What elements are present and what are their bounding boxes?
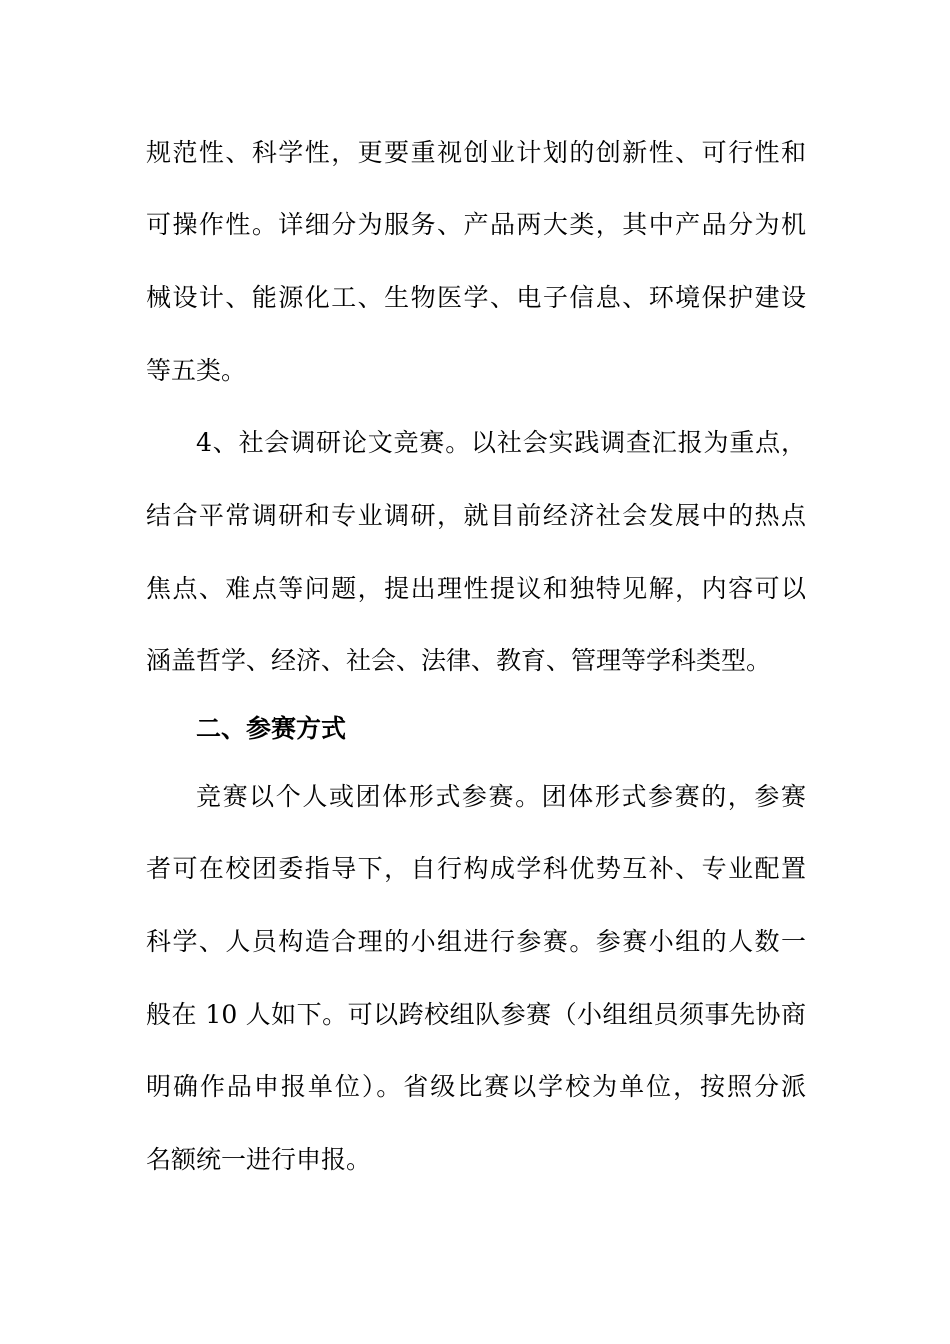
paragraph-2-line-1: 4、社会调研论文竞赛。以社会实践调查汇报为重点， bbox=[196, 428, 806, 457]
paragraph-3-line-3: 科学、人员构造合理的小组进行参赛。参赛小组的人数一 bbox=[146, 927, 806, 956]
paragraph-2-line-2: 结合平常调研和专业调研，就目前经济社会发展中的热点 bbox=[146, 501, 806, 530]
paragraph-3-line-1: 竞赛以个人或团体形式参赛。团体形式参赛的，参赛 bbox=[196, 782, 806, 811]
paragraph-1-line-1: 规范性、科学性，更要重视创业计划的创新性、可行性和 bbox=[146, 138, 806, 167]
paragraph-2-line-4: 涵盖哲学、经济、社会、法律、教育、管理等学科类型。 bbox=[146, 646, 772, 675]
paragraph-3-line-2: 者可在校团委指导下，自行构成学科优势互补、专业配置 bbox=[146, 854, 806, 883]
paragraph-1-line-2: 可操作性。详细分为服务、产品两大类，其中产品分为机 bbox=[146, 210, 806, 239]
paragraph-3-line-6: 名额统一进行申报。 bbox=[146, 1145, 372, 1174]
paragraph-2-line-3: 焦点、难点等问题，提出理性提议和独特见解，内容可以 bbox=[146, 574, 806, 603]
paragraph-3-line-4: 般在 10 人如下。可以跨校组队参赛（小组组员须事先协商 bbox=[146, 1000, 806, 1029]
section-heading: 二、参赛方式 bbox=[196, 714, 347, 743]
paragraph-3-line-5: 明确作品申报单位）。省级比赛以学校为单位，按照分派 bbox=[146, 1072, 806, 1101]
paragraph-1-line-3: 械设计、能源化工、生物医学、电子信息、环境保护建设 bbox=[146, 283, 806, 312]
paragraph-1-line-4: 等五类。 bbox=[146, 356, 247, 385]
